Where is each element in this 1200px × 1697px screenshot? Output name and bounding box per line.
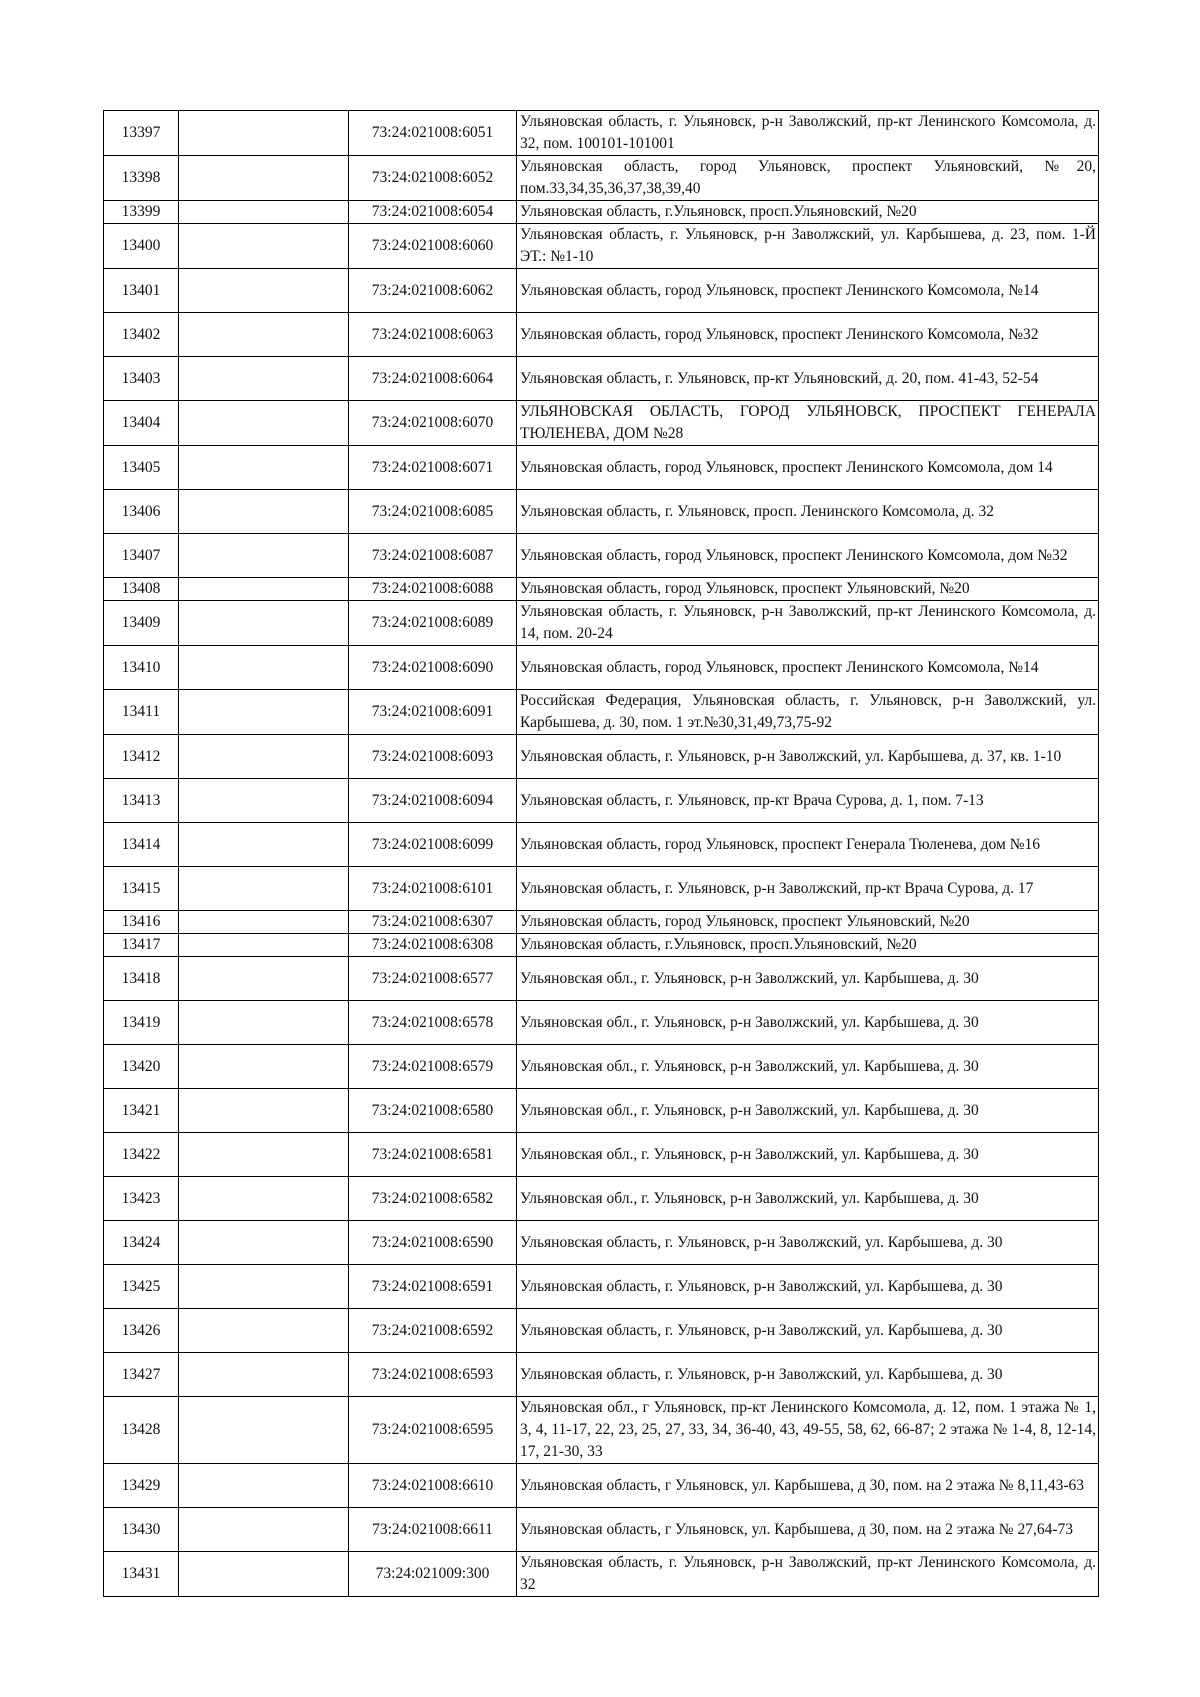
empty-cell	[179, 401, 349, 446]
empty-cell	[179, 111, 349, 156]
table-row	[104, 490, 1099, 534]
row-number-cell: 13404	[104, 401, 179, 446]
empty-cell	[179, 823, 349, 867]
table-row	[104, 224, 1099, 269]
table-row	[104, 1397, 1099, 1464]
row-number-cell: 13429	[104, 1464, 179, 1508]
address-cell: Ульяновская область, г. Ульяновск, р-н Заволжский, ул. Карбышева, д. 23, пом. 1-Й ЭТ.: №1-10	[517, 224, 1099, 269]
empty-cell	[179, 1353, 349, 1397]
address-cell: Ульяновская область, город Ульяновск, проспект Генерала Тюленева, дом №16	[517, 823, 1099, 867]
address-cell: Ульяновская область, г. Ульяновск, р-н Заволжский, пр-кт Ленинского Комсомола, д. 32	[517, 1552, 1099, 1597]
empty-cell	[179, 156, 349, 201]
row-number-cell: 13399	[104, 201, 179, 224]
address-cell: Ульяновская область, г.Ульяновск, просп.Ульяновский, №20	[517, 934, 1099, 957]
cadastral-number-cell: 73:24:021008:6090	[349, 646, 517, 690]
empty-cell	[179, 1397, 349, 1464]
cadastral-number-cell: 73:24:021008:6093	[349, 735, 517, 779]
empty-cell	[179, 1552, 349, 1597]
cadastral-number-cell: 73:24:021008:6091	[349, 690, 517, 735]
cadastral-number-cell: 73:24:021008:6099	[349, 823, 517, 867]
address-cell: Ульяновская обл., г. Ульяновск, р-н Заволжский, ул. Карбышева, д. 30	[517, 1089, 1099, 1133]
row-number-cell: 13403	[104, 357, 179, 401]
address-cell: Ульяновская область, г. Ульяновск, р-н Заволжский, ул. Карбышева, д. 37, кв. 1-10	[517, 735, 1099, 779]
row-number-cell: 13422	[104, 1133, 179, 1177]
row-number-cell: 13419	[104, 1001, 179, 1045]
address-cell: Ульяновская область, город Ульяновск, проспект Ленинского Комсомола, №32	[517, 313, 1099, 357]
address-cell: Ульяновская область, г. Ульяновск, р-н Заволжский, ул. Карбышева, д. 30	[517, 1309, 1099, 1353]
row-number-cell: 13406	[104, 490, 179, 534]
table-row	[104, 111, 1099, 156]
empty-cell	[179, 1045, 349, 1089]
address-cell: Ульяновская область, г. Ульяновск, р-н Заволжский, пр-кт Врача Сурова, д. 17	[517, 867, 1099, 911]
table-row	[104, 934, 1099, 957]
table-row	[104, 1089, 1099, 1133]
empty-cell	[179, 269, 349, 313]
table-row	[104, 1508, 1099, 1552]
row-number-cell: 13416	[104, 911, 179, 934]
table-body	[104, 111, 1099, 1597]
address-cell: Российская Федерация, Ульяновская область, г. Ульяновск, р-н Заволжский, ул. Карбышева, д. 30, пом. 1 эт.№30,31,49,73,75-92	[517, 690, 1099, 735]
table-row	[104, 867, 1099, 911]
cadastral-number-cell: 73:24:021008:6071	[349, 446, 517, 490]
address-cell: Ульяновская область, г. Ульяновск, пр-кт Ульяновский, д. 20, пом. 41-43, 52-54	[517, 357, 1099, 401]
table-row	[104, 957, 1099, 1001]
row-number-cell: 13397	[104, 111, 179, 156]
address-cell: Ульяновская обл., г. Ульяновск, р-н Заволжский, ул. Карбышева, д. 30	[517, 1177, 1099, 1221]
address-cell: Ульяновская область, г Ульяновск, ул. Карбышева, д 30, пом. на 2 этажа № 8,11,43-63	[517, 1464, 1099, 1508]
address-cell: Ульяновская обл., г. Ульяновск, р-н Заволжский, ул. Карбышева, д. 30	[517, 1045, 1099, 1089]
cadastral-number-cell: 73:24:021008:6087	[349, 534, 517, 578]
empty-cell	[179, 490, 349, 534]
cadastral-number-cell: 73:24:021009:300	[349, 1552, 517, 1597]
row-number-cell: 13427	[104, 1353, 179, 1397]
cadastral-number-cell: 73:24:021008:6579	[349, 1045, 517, 1089]
table-row	[104, 601, 1099, 646]
cadastral-number-cell: 73:24:021008:6064	[349, 357, 517, 401]
table-row	[104, 446, 1099, 490]
address-cell: Ульяновская область, город Ульяновск, проспект Ленинского Комсомола, дом №32	[517, 534, 1099, 578]
row-number-cell: 13420	[104, 1045, 179, 1089]
row-number-cell: 13423	[104, 1177, 179, 1221]
cadastral-number-cell: 73:24:021008:6593	[349, 1353, 517, 1397]
table-row	[104, 1001, 1099, 1045]
cadastral-number-cell: 73:24:021008:6577	[349, 957, 517, 1001]
address-cell: Ульяновская обл., г. Ульяновск, р-н Заволжский, ул. Карбышева, д. 30	[517, 957, 1099, 1001]
address-cell: Ульяновская область, г. Ульяновск, р-н Заволжский, пр-кт Ленинского Комсомола, д. 14, пом. 20-24	[517, 601, 1099, 646]
table-row	[104, 1552, 1099, 1597]
address-cell: Ульяновская область, г.Ульяновск, просп.Ульяновский, №20	[517, 201, 1099, 224]
cadastral-number-cell: 73:24:021008:6595	[349, 1397, 517, 1464]
cadastral-number-cell: 73:24:021008:6578	[349, 1001, 517, 1045]
address-cell: Ульяновская область, г Ульяновск, ул. Карбышева, д 30, пом. на 2 этажа № 27,64-73	[517, 1508, 1099, 1552]
empty-cell	[179, 1133, 349, 1177]
empty-cell	[179, 578, 349, 601]
empty-cell	[179, 1309, 349, 1353]
row-number-cell: 13410	[104, 646, 179, 690]
cadastral-number-cell: 73:24:021008:6088	[349, 578, 517, 601]
empty-cell	[179, 1221, 349, 1265]
cadastral-number-cell: 73:24:021008:6054	[349, 201, 517, 224]
table-row	[104, 1464, 1099, 1508]
table-row	[104, 1045, 1099, 1089]
address-cell: Ульяновская область, г. Ульяновск, р-н Заволжский, ул. Карбышева, д. 30	[517, 1353, 1099, 1397]
empty-cell	[179, 1508, 349, 1552]
cadastral-number-cell: 73:24:021008:6581	[349, 1133, 517, 1177]
address-cell: Ульяновская область, город Ульяновск, проспект Ульяновский, №20	[517, 578, 1099, 601]
cadastral-number-cell: 73:24:021008:6052	[349, 156, 517, 201]
empty-cell	[179, 957, 349, 1001]
empty-cell	[179, 201, 349, 224]
cadastral-number-cell: 73:24:021008:6592	[349, 1309, 517, 1353]
table-row	[104, 1133, 1099, 1177]
document-page	[103, 110, 1098, 1597]
table-row	[104, 313, 1099, 357]
empty-cell	[179, 867, 349, 911]
empty-cell	[179, 446, 349, 490]
table-row	[104, 156, 1099, 201]
table-row	[104, 1309, 1099, 1353]
address-cell: Ульяновская область, г. Ульяновск, пр-кт Врача Сурова, д. 1, пом. 7-13	[517, 779, 1099, 823]
empty-cell	[179, 646, 349, 690]
table-row	[104, 1353, 1099, 1397]
row-number-cell: 13425	[104, 1265, 179, 1309]
row-number-cell: 13415	[104, 867, 179, 911]
cadastral-number-cell: 73:24:021008:6610	[349, 1464, 517, 1508]
empty-cell	[179, 1464, 349, 1508]
cadastral-number-cell: 73:24:021008:6101	[349, 867, 517, 911]
cadastral-number-cell: 73:24:021008:6094	[349, 779, 517, 823]
table-row	[104, 578, 1099, 601]
cadastral-table	[103, 110, 1099, 1597]
cadastral-number-cell: 73:24:021008:6051	[349, 111, 517, 156]
table-row	[104, 823, 1099, 867]
address-cell: Ульяновская область, г. Ульяновск, р-н Заволжский, пр-кт Ленинского Комсомола, д. 32, пом. 100101-101001	[517, 111, 1099, 156]
table-row	[104, 911, 1099, 934]
address-cell: Ульяновская область, город Ульяновск, проспект Ульяновский, №20	[517, 911, 1099, 934]
empty-cell	[179, 934, 349, 957]
row-number-cell: 13401	[104, 269, 179, 313]
row-number-cell: 13428	[104, 1397, 179, 1464]
cadastral-number-cell: 73:24:021008:6307	[349, 911, 517, 934]
row-number-cell: 13430	[104, 1508, 179, 1552]
address-cell: Ульяновская область, г. Ульяновск, р-н Заволжский, ул. Карбышева, д. 30	[517, 1221, 1099, 1265]
cadastral-number-cell: 73:24:021008:6582	[349, 1177, 517, 1221]
row-number-cell: 13412	[104, 735, 179, 779]
empty-cell	[179, 224, 349, 269]
row-number-cell: 13409	[104, 601, 179, 646]
empty-cell	[179, 1177, 349, 1221]
empty-cell	[179, 690, 349, 735]
address-cell: Ульяновская область, город Ульяновск, проспект Ленинского Комсомола, №14	[517, 646, 1099, 690]
row-number-cell: 13426	[104, 1309, 179, 1353]
table-row	[104, 1265, 1099, 1309]
cadastral-number-cell: 73:24:021008:6580	[349, 1089, 517, 1133]
address-cell: УЛЬЯНОВСКАЯ ОБЛАСТЬ, ГОРОД УЛЬЯНОВСК, ПРОСПЕКТ ГЕНЕРАЛА ТЮЛЕНЕВА, ДОМ №28	[517, 401, 1099, 446]
empty-cell	[179, 779, 349, 823]
row-number-cell: 13408	[104, 578, 179, 601]
row-number-cell: 13413	[104, 779, 179, 823]
address-cell: Ульяновская обл., г. Ульяновск, р-н Заволжский, ул. Карбышева, д. 30	[517, 1001, 1099, 1045]
address-cell: Ульяновская область, город Ульяновск, проспект Ленинского Комсомола, №14	[517, 269, 1099, 313]
table-row	[104, 401, 1099, 446]
empty-cell	[179, 357, 349, 401]
table-row	[104, 357, 1099, 401]
address-cell: Ульяновская область, г. Ульяновск, р-н Заволжский, ул. Карбышева, д. 30	[517, 1265, 1099, 1309]
row-number-cell: 13402	[104, 313, 179, 357]
address-cell: Ульяновская область, город Ульяновск, проспект Ленинского Комсомола, дом 14	[517, 446, 1099, 490]
row-number-cell: 13405	[104, 446, 179, 490]
row-number-cell: 13414	[104, 823, 179, 867]
row-number-cell: 13421	[104, 1089, 179, 1133]
table-row	[104, 690, 1099, 735]
table-row	[104, 646, 1099, 690]
cadastral-number-cell: 73:24:021008:6308	[349, 934, 517, 957]
cadastral-number-cell: 73:24:021008:6070	[349, 401, 517, 446]
row-number-cell: 13398	[104, 156, 179, 201]
empty-cell	[179, 1089, 349, 1133]
cadastral-number-cell: 73:24:021008:6611	[349, 1508, 517, 1552]
cadastral-number-cell: 73:24:021008:6590	[349, 1221, 517, 1265]
cadastral-number-cell: 73:24:021008:6591	[349, 1265, 517, 1309]
address-cell: Ульяновская обл., г. Ульяновск, р-н Заволжский, ул. Карбышева, д. 30	[517, 1133, 1099, 1177]
cadastral-number-cell: 73:24:021008:6085	[349, 490, 517, 534]
row-number-cell: 13417	[104, 934, 179, 957]
address-cell: Ульяновская обл., г Ульяновск, пр-кт Ленинского Комсомола, д. 12, пом. 1 этажа № 1, 3, 4, 11-17, 22, 23, 25, 27, 33, 34, 36-40, 43, 49-55, 58, 62, 66-87; 2 этажа № 1-4, 8, 12-14, 17, 21-30, 33	[517, 1397, 1099, 1464]
empty-cell	[179, 1265, 349, 1309]
table-row	[104, 735, 1099, 779]
table-row	[104, 201, 1099, 224]
cadastral-number-cell: 73:24:021008:6060	[349, 224, 517, 269]
table-row	[104, 534, 1099, 578]
row-number-cell: 13400	[104, 224, 179, 269]
empty-cell	[179, 911, 349, 934]
cadastral-number-cell: 73:24:021008:6089	[349, 601, 517, 646]
empty-cell	[179, 601, 349, 646]
empty-cell	[179, 735, 349, 779]
address-cell: Ульяновская область, г. Ульяновск, просп. Ленинского Комсомола, д. 32	[517, 490, 1099, 534]
table-row	[104, 779, 1099, 823]
row-number-cell: 13407	[104, 534, 179, 578]
empty-cell	[179, 534, 349, 578]
cadastral-number-cell: 73:24:021008:6062	[349, 269, 517, 313]
cadastral-number-cell: 73:24:021008:6063	[349, 313, 517, 357]
row-number-cell: 13418	[104, 957, 179, 1001]
table-row	[104, 1177, 1099, 1221]
table-row	[104, 269, 1099, 313]
empty-cell	[179, 313, 349, 357]
empty-cell	[179, 1001, 349, 1045]
table-row	[104, 1221, 1099, 1265]
row-number-cell: 13424	[104, 1221, 179, 1265]
row-number-cell: 13431	[104, 1552, 179, 1597]
row-number-cell: 13411	[104, 690, 179, 735]
address-cell: Ульяновская область, город Ульяновск, проспект Ульяновский, №20, пом.33,34,35,36,37,38,39,40	[517, 156, 1099, 201]
